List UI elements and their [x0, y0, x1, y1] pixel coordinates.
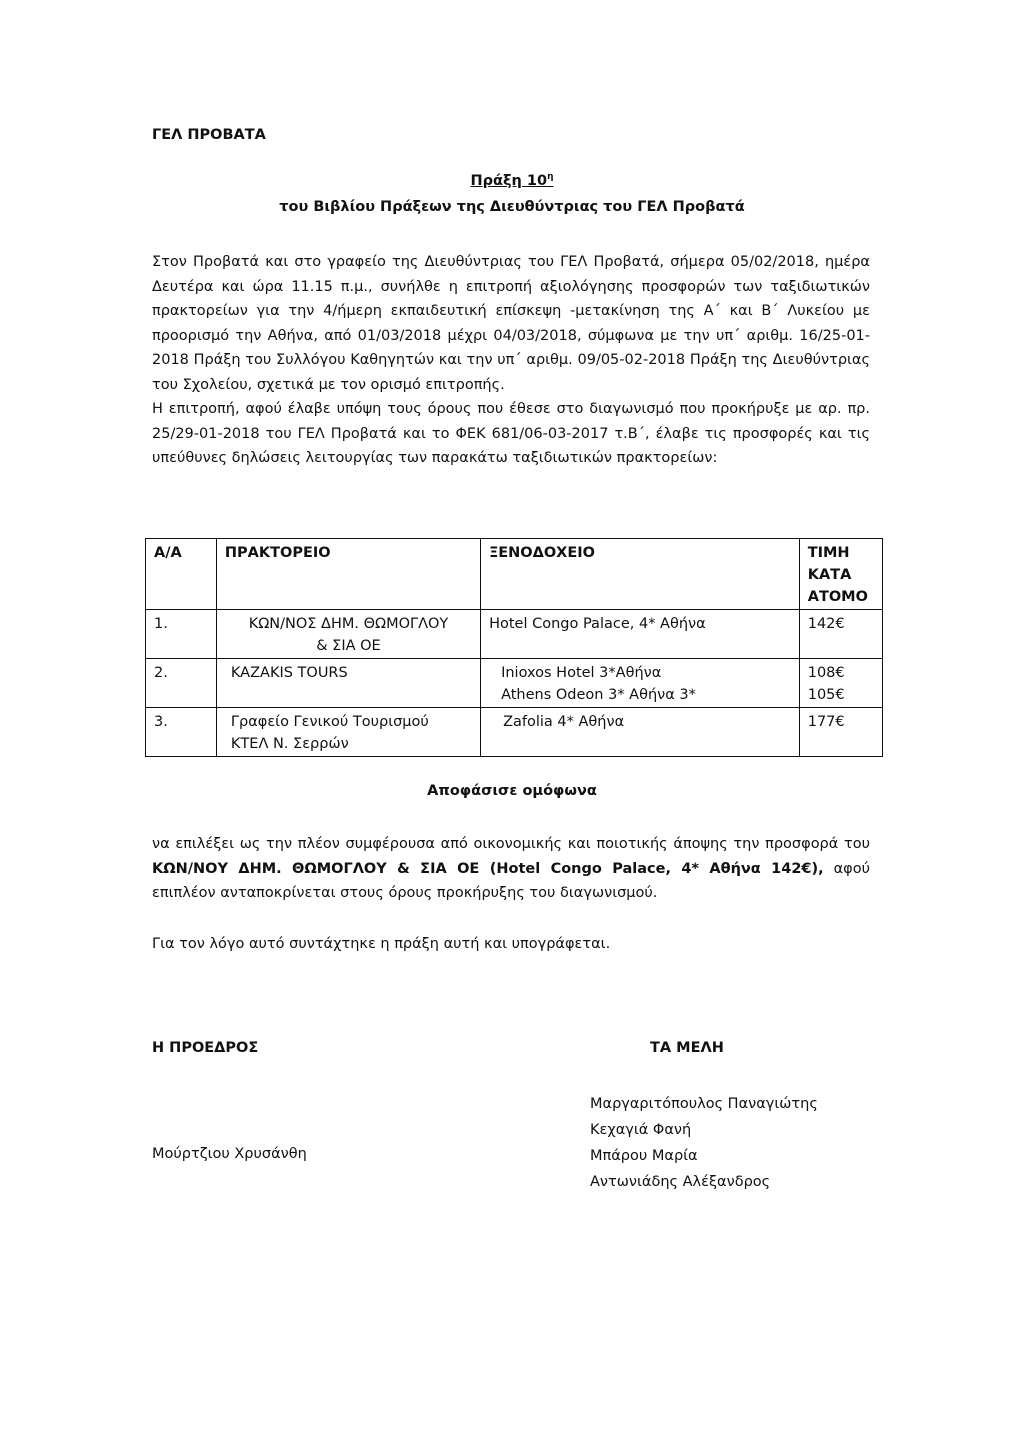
agency-line: ΚΤΕΛ Ν. Σερρών: [230, 736, 349, 752]
header-agency: ΠΡΑΚΤΟΡΕΙΟ: [216, 539, 480, 610]
row-agency: [216, 610, 480, 659]
decision-text: [152, 832, 870, 906]
row-agency: [216, 659, 480, 708]
header-aa: Α/Α: [146, 539, 217, 610]
paragraph-2: Η επιτροπή, αφού έλαβε υπόψη τους όρους που έθεσε στο διαγωνισμό που προκήρυξε με αρ. πρ. 25/29-01-2018 του ΓΕΛ Προβατά και το ΦΕΚ 681/06-03-2017 τ.Β΄, έλαβε τις προσφορές και τις υπεύθυνες δηλώσεις λειτουργίας των παρακάτω ταξιδιωτικών πρακτορείων:: [152, 401, 870, 466]
act-title: [0, 172, 1024, 189]
price-line: 142€: [807, 616, 845, 632]
row-hotel: [481, 708, 800, 757]
hotel-line: Zafolia 4* Αθήνα: [503, 714, 625, 730]
price-line: 177€: [807, 714, 845, 730]
row-hotel: [481, 610, 800, 659]
act-title-text: Πράξη 10: [470, 172, 548, 189]
member-name: Μαργαριτόπουλος Παναγιώτης: [590, 1096, 818, 1112]
price-line: 108€: [807, 665, 845, 681]
row-aa: 2.: [146, 659, 217, 708]
row-agency: [216, 708, 480, 757]
president-name: Μούρτζιου Χρυσάνθη: [152, 1146, 307, 1162]
table-row: [146, 659, 883, 708]
school-name: ΓΕΛ ΠΡΟΒΑΤΑ: [152, 127, 266, 143]
agency-line: Γραφείο Γενικού Τουρισμού: [230, 714, 429, 730]
header-hotel: ΞΕΝΟΔΟΧΕΙΟ: [481, 539, 800, 610]
table-row: [146, 610, 883, 659]
member-name: Αντωνιάδης Αλέξανδρος: [590, 1174, 771, 1190]
agency-line: KAZAKIS TOURS: [230, 665, 348, 681]
member-name: Κεχαγιά Φανή: [590, 1122, 692, 1138]
closing-text: Για τον λόγο αυτό συντάχτηκε η πράξη αυτή και υπογράφεται.: [152, 936, 611, 952]
paragraph-1: Στον Προβατά και στο γραφείο της Διευθύντριας του ΓΕΛ Προβατά, σήμερα 05/02/2018, ημέρα Δευτέρα και ώρα 11.15 π.μ., συνήλθε η επιτροπή αξιολόγησης προσφορών των ταξιδιωτικών πρακτορείων για την 4/ήμερη εκπαιδευτική επίσκεψη -μετακίνηση της Α΄ και Β΄ Λυκείου με προορισμό την Αθήνα, από 01/03/2018 μέχρι 04/03/2018, σύμφωνα με την υπ΄ αριθμ. 16/25-01-2018 Πράξη του Συλλόγου Καθηγητών και την υπ΄ αριθμ. 09/05-02-2018 Πράξη της Διευθύντριας του Σχολείου, σχετικά με τον ορισμό επιτροπής.: [152, 254, 870, 393]
agency-line: ΚΩΝ/ΝΟΣ ΔΗΜ. ΘΩΜΟΓΛΟΥ: [248, 616, 449, 632]
act-subtitle: του Βιβλίου Πράξεων της Διευθύντριας του ΓΕΛ Προβατά: [279, 199, 745, 215]
offers-table: [145, 538, 883, 757]
row-price: [799, 610, 882, 659]
row-aa: 1.: [146, 610, 217, 659]
intro-section: [152, 250, 870, 471]
decision-text-after: αφού επιπλέον ανταποκρίνεται στους όρους προκήρυξης του διαγωνισμού.: [152, 860, 870, 901]
table-row: [146, 708, 883, 757]
hotel-line: Athens Odeon 3* Αθήνα 3*: [501, 687, 696, 703]
row-aa: 3.: [146, 708, 217, 757]
decision-heading: Αποφάσισε ομόφωνα: [427, 783, 597, 799]
members-label: ΤΑ ΜΕΛΗ: [650, 1040, 724, 1056]
member-name: Μπάρου Μαρία: [590, 1148, 698, 1164]
price-line: 105€: [807, 687, 845, 703]
act-title-sup: η: [547, 172, 554, 182]
members-list: [590, 1091, 818, 1195]
hotel-line: Hotel Congo Palace, 4* Αθήνα: [489, 616, 706, 632]
decision-paragraph: [152, 832, 870, 906]
agency-line: & ΣΙΑ ΟΕ: [316, 638, 381, 654]
row-price: [799, 708, 882, 757]
decision-text-bold: ΚΩΝ/ΝΟΥ ΔΗΜ. ΘΩΜΟΓΛΟΥ & ΣΙΑ ΟΕ (Hotel Congo Palace, 4* Αθήνα 142€),: [152, 860, 824, 877]
hotel-line: Inioxos Hotel 3*Αθήνα: [501, 665, 662, 681]
header-price: ΤΙΜΗ ΚΑΤΑ ΑΤΟΜΟ: [799, 539, 882, 610]
decision-text-before: να επιλέξει ως την πλέον συμφέρουσα από οικονομικής και ποιοτικής άποψης την προσφορά του: [152, 836, 870, 852]
row-price: [799, 659, 882, 708]
table-header-row: [146, 539, 883, 610]
president-label: Η ΠΡΟΕΔΡΟΣ: [152, 1040, 259, 1056]
row-hotel: [481, 659, 800, 708]
